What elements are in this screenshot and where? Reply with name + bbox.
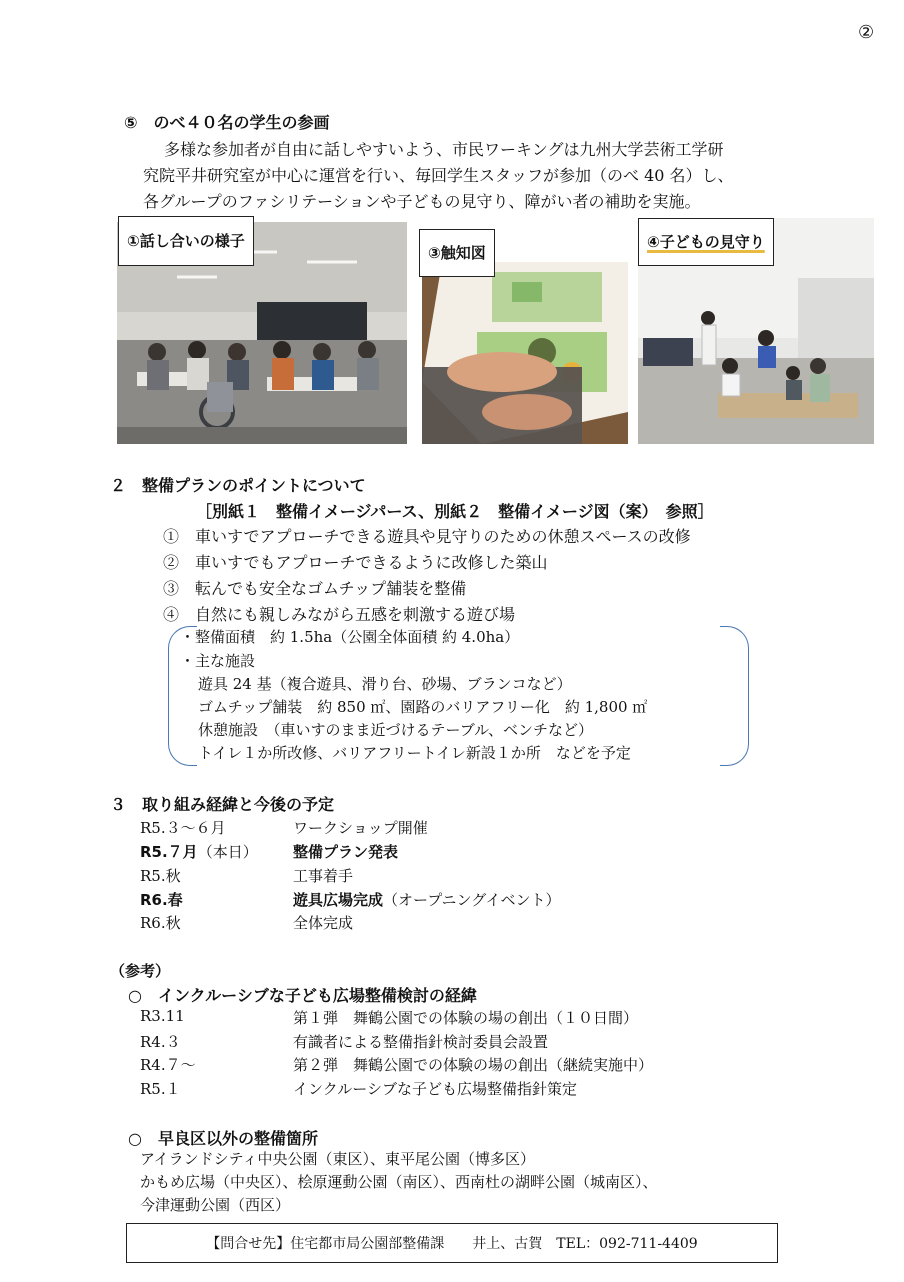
schedule-date-2-note: （本日） xyxy=(197,843,258,861)
schedule-event-4 xyxy=(293,889,560,910)
schedule-event-1: ワークショップ開催 xyxy=(293,819,428,837)
detail-play-equipment: 遊具 24 基（複合遊具、滑り台、砂場、ブランコなど） xyxy=(198,675,572,693)
history-date-2: R4.３ xyxy=(140,1033,181,1051)
section5-line-2: 究院平井研究室が中心に運営を行い、毎回学生スタッフが参加（のべ 40 名）し、 xyxy=(143,166,734,185)
history-heading: ○ インクルーシブな子ども広場整備検討の経緯 xyxy=(128,986,477,1005)
details-bracket-left xyxy=(168,626,197,766)
point-3: ③ 転んでも安全なゴムチップ舗装を整備 xyxy=(163,579,467,598)
schedule-date-5: R6.秋 xyxy=(140,914,181,932)
schedule-event-5: 全体完成 xyxy=(293,914,354,932)
others-line-1: アイランドシティ中央公園（東区）、東平尾公園（博多区） xyxy=(140,1150,535,1168)
point-1: ① 車いすでアプローチできる遊具や見守りのための休憩スペースの改修 xyxy=(163,527,691,546)
schedule-event-4-note: （オープニングイベント） xyxy=(383,891,561,909)
detail-area: ・整備面積 約 1.5ha（公園全体面積 約 4.0ha） xyxy=(180,628,520,646)
schedule-event-4-text: 遊具広場完成 xyxy=(293,891,384,909)
point-4: ④ 自然にも親しみながら五感を刺激する遊び場 xyxy=(163,605,516,624)
reference-label: （参考） xyxy=(110,962,171,980)
photo-tactile-map xyxy=(422,262,628,444)
section5-line-3: 各グループのファシリテーションや子どもの見守り、障がい者の補助を実施。 xyxy=(143,192,701,211)
schedule-date-4: R6.春 xyxy=(140,891,183,909)
schedule-date-2 xyxy=(140,841,258,862)
history-event-1: 第１弾 舞鶴公園での体験の場の創出（１０日間） xyxy=(293,1009,639,1027)
others-heading: ○ 早良区以外の整備箇所 xyxy=(128,1129,318,1148)
detail-facilities-label: ・主な施設 xyxy=(180,652,256,670)
contact-text: 【問合せ先】住宅都市局公園部整備課 井上、古賀 TEL：092-711-4409 xyxy=(206,1236,698,1252)
history-date-1: R3.11 xyxy=(140,1007,185,1025)
schedule-date-3: R5.秋 xyxy=(140,867,181,885)
section2-heading: ２ 整備プランのポイントについて xyxy=(110,476,366,495)
contact-box xyxy=(126,1223,778,1263)
section3-heading: ３ 取り組み経緯と今後の予定 xyxy=(110,795,335,814)
history-date-3: R4.７〜 xyxy=(140,1056,196,1074)
photo-caption-discussion: ①話し合いの様子 xyxy=(118,216,254,266)
history-date-4: R5.１ xyxy=(140,1080,181,1098)
others-line-2: かもめ広場（中央区）、桧原運動公園（南区）、西南杜の湖畔公園（城南区）、 xyxy=(140,1173,658,1191)
section5-heading: ⑤ のべ４０名の学生の参画 xyxy=(124,113,330,132)
detail-toilets: トイレ１か所改修、バリアフリートイレ新設１か所 などを予定 xyxy=(198,744,631,762)
history-event-3: 第２弾 舞鶴公園での体験の場の創出（継続実施中） xyxy=(293,1056,654,1074)
schedule-date-1: R5.３〜６月 xyxy=(140,819,226,837)
section5-line-1: 多様な参加者が自由に話しやすいよう、市民ワーキングは九州大学芸術工学研 xyxy=(164,140,724,159)
section2-reference: ［別紙１ 整備イメージパース、別紙２ 整備イメージ図（案） 参照］ xyxy=(196,502,714,521)
schedule-date-2-text: R5.７月 xyxy=(140,843,198,861)
photo-caption-child-supervision-text: ④子どもの見守り xyxy=(647,232,765,251)
history-event-4: インクルーシブな子ども広場整備指針策定 xyxy=(293,1080,577,1098)
photo-caption-child-supervision xyxy=(638,218,774,266)
schedule-event-2: 整備プラン発表 xyxy=(293,843,399,861)
page-number: ② xyxy=(858,22,875,43)
details-bracket-right xyxy=(720,626,749,766)
point-2: ② 車いすでもアプローチできるように改修した築山 xyxy=(163,553,548,572)
detail-rubber-paving: ゴムチップ舗装 約 850 ㎡、園路のバリアフリー化 約 1,800 ㎡ xyxy=(198,698,648,716)
others-line-3: 今津運動公園（西区） xyxy=(140,1196,291,1214)
detail-rest-area: 休憩施設 （車いすのまま近づけるテーブル、ベンチなど） xyxy=(198,721,593,739)
schedule-event-3: 工事着手 xyxy=(293,867,354,885)
photo-caption-tactile-map: ③触知図 xyxy=(419,229,495,277)
history-event-2: 有識者による整備指針検討委員会設置 xyxy=(293,1033,549,1051)
